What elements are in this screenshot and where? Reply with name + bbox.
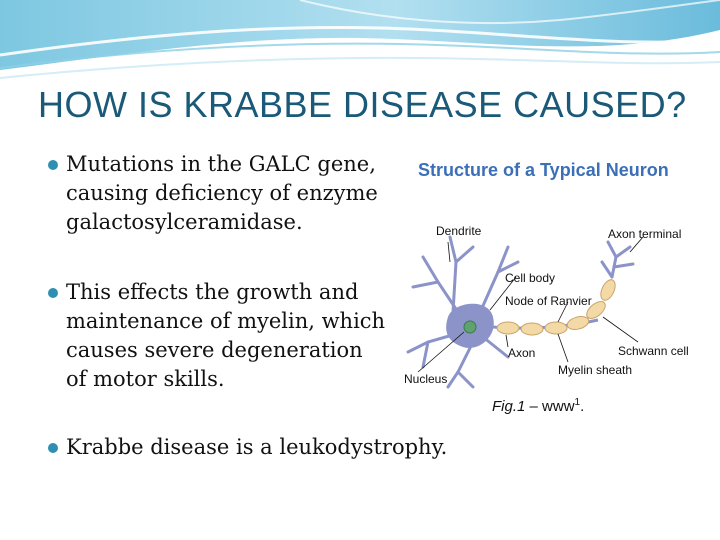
bullet-text: Krabbe disease is a leukodystrophy. xyxy=(66,435,448,459)
label-dendrite: Dendrite xyxy=(436,224,482,238)
caption-superscript: 1 xyxy=(574,397,581,408)
label-nucleus: Nucleus xyxy=(404,372,448,386)
label-cell-body: Cell body xyxy=(505,271,556,285)
bullet-item xyxy=(48,150,388,237)
slide-title: HOW IS KRABBE DISEASE CAUSED? xyxy=(38,84,687,125)
label-myelin-sheath: Myelin sheath xyxy=(558,363,633,377)
bullet-dot-icon xyxy=(48,443,58,453)
bullet-item xyxy=(48,278,388,394)
label-axon-terminal: Axon terminal xyxy=(608,227,682,241)
bullet-text: This effects the growth and maintenance of myelin, which causes severe degeneration of motor skills. xyxy=(66,280,386,391)
caption-fig-number: Fig.1 xyxy=(492,398,526,415)
neuron-figure xyxy=(398,152,698,392)
caption-source: – www xyxy=(525,398,575,415)
nucleus-shape xyxy=(464,321,476,333)
figure-title: Structure of a Typical Neuron xyxy=(418,160,669,180)
bullet-dot-icon xyxy=(48,160,58,170)
figure-caption xyxy=(492,397,584,415)
caption-period: . xyxy=(580,398,585,415)
bullet-text: Mutations in the GALC gene, causing deficiency of enzyme galactosylceramidase. xyxy=(66,152,378,234)
bullet-item xyxy=(48,433,468,462)
label-schwann-cell: Schwann cell xyxy=(618,344,689,358)
label-axon: Axon xyxy=(508,346,536,360)
label-node-of-ranvier: Node of Ranvier xyxy=(505,294,592,308)
header-wave-decoration xyxy=(0,0,720,90)
bullet-dot-icon xyxy=(48,288,58,298)
